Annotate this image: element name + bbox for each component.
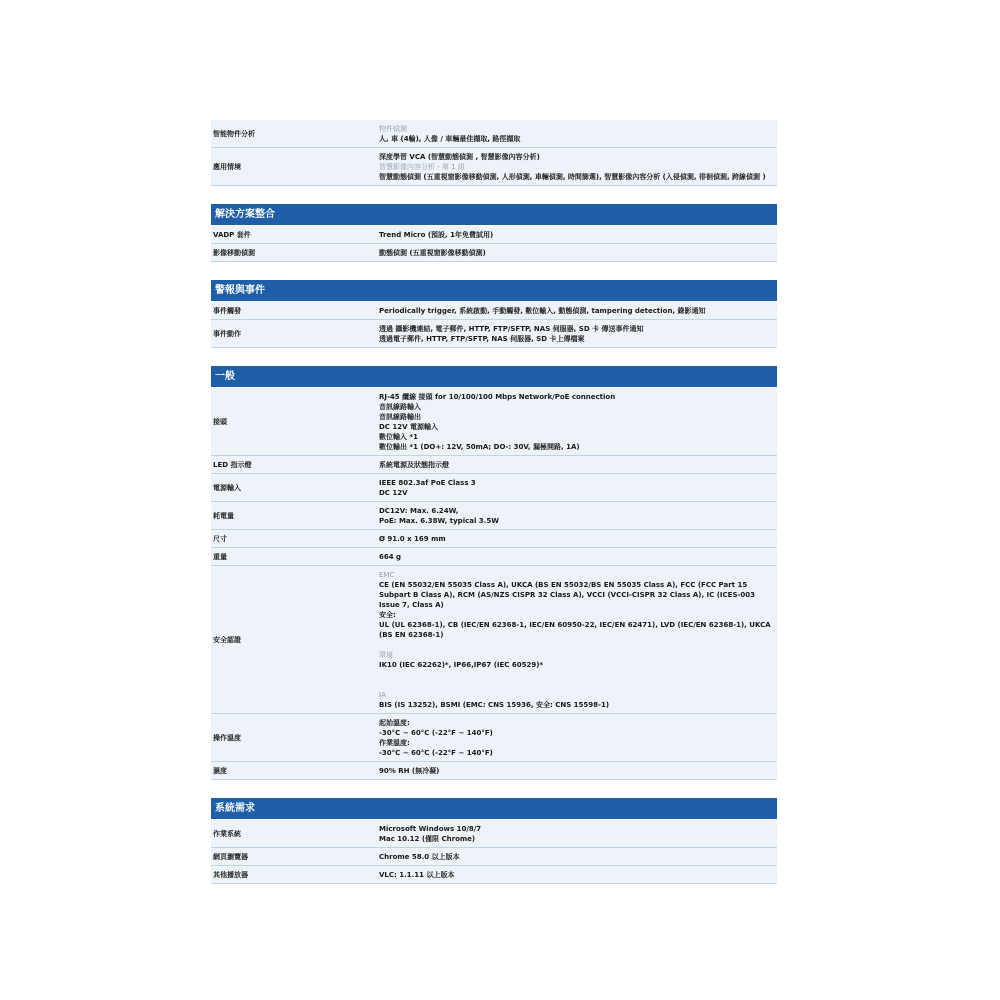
spec-value-line: 安全:: [379, 611, 396, 619]
spec-row: [211, 474, 777, 502]
spec-label: 網頁瀏覽器: [213, 852, 248, 861]
spec-value: [375, 320, 777, 347]
spec-row: [211, 456, 777, 474]
spec-value-line: Mac 10.12 (僅限 Chrome): [379, 835, 476, 843]
spec-value: [375, 530, 777, 547]
spec-label: LED 指示燈: [213, 460, 252, 469]
spec-label: 事件觸發: [213, 306, 241, 315]
spec-row: [211, 530, 777, 548]
spec-value-line: DC 12V 電源輸入: [379, 423, 438, 431]
spec-label: 濕度: [213, 766, 227, 775]
spec-value-line: VLC: 1.1.11 以上版本: [379, 871, 455, 879]
spec-value-line: 90% RH (無冷凝): [379, 767, 440, 775]
spec-row: [211, 866, 777, 884]
spec-value: [375, 548, 777, 565]
spec-value: [375, 866, 777, 883]
spec-section: [211, 120, 777, 186]
spec-value-line: Periodically trigger, 系統啟動, 手動觸發, 數位輸入, 動態偵測, tampering detection, 錄影通知: [379, 307, 706, 315]
spec-value-line: DC12V: Max. 6.24W,: [379, 507, 459, 515]
spec-row: [211, 820, 777, 848]
spec-value-line: UL (UL 62368-1), CB (IEC/EN 62368-1, IEC/EN 60950-22, IEC/EN 62471), LVD (IEC/EN 62368-1), UKCA (BS EN 62368-1): [379, 621, 774, 639]
spec-value: [375, 302, 777, 319]
spec-value: [375, 502, 777, 529]
spec-subheading: 智慧影像內容分析 - 第 1 組: [379, 163, 465, 171]
spec-value-line: 音訊線路輸入: [379, 403, 421, 411]
section-header: 一般: [211, 366, 777, 387]
spec-value: [375, 762, 777, 779]
spec-value-line: 深度學習 VCA (智慧動態偵測 , 智慧影像內容分析): [379, 153, 540, 161]
spec-value: [375, 714, 777, 761]
spec-value-line: 透過電子郵件, HTTP, FTP/SFTP, NAS 伺服器, SD 卡上傳檔案: [379, 335, 585, 343]
spec-value-line: Trend Micro (預設, 1年免費試用): [379, 231, 494, 239]
spec-value: [375, 566, 777, 713]
spec-value-line: 作業溫度:: [379, 739, 410, 747]
spec-value-line: 664 g: [379, 553, 402, 561]
spec-label: 尺寸: [213, 534, 227, 543]
spec-value: [375, 820, 777, 847]
spec-sheet: [211, 120, 777, 902]
spec-row: [211, 302, 777, 320]
spec-label: 操作溫度: [213, 733, 241, 742]
spec-value-line: [379, 640, 775, 650]
spec-value: [375, 120, 777, 147]
spec-label: 智能物件分析: [213, 129, 255, 138]
spec-row: [211, 502, 777, 530]
spec-label: 事件動作: [213, 329, 241, 338]
spec-row: [211, 244, 777, 262]
spec-value-line: BIS (IS 13252), BSMI (EMC: CNS 15936, 安全: CNS 15598-1): [379, 701, 610, 709]
spec-value-line: 數位輸入 *1: [379, 433, 418, 441]
spec-value: [375, 244, 777, 261]
spec-value-line: IK10 (IEC 62262)*, IP66,IP67 (IEC 60529)*: [379, 661, 544, 669]
spec-value-line: IEEE 802.3af PoE Class 3: [379, 479, 476, 487]
spec-value-line: 動態偵測 (五重視窗影像移動偵測): [379, 249, 486, 257]
spec-label: 其他播放器: [213, 870, 248, 879]
spec-row: [211, 320, 777, 348]
section-header: 系統需求: [211, 798, 777, 819]
spec-row: [211, 714, 777, 762]
spec-label: 耗電量: [213, 511, 234, 520]
spec-label: 電源輸入: [213, 483, 241, 492]
spec-row: [211, 762, 777, 780]
spec-value: [375, 474, 777, 501]
spec-value-line: 智慧動態偵測 (五重視窗影像移動偵測, 人形偵測, 車輛偵測, 時間篩選), 智慧影像內容分析 (入侵偵測, 徘徊偵測, 跨線偵測 ): [379, 173, 766, 181]
spec-section: [211, 798, 777, 884]
spec-value: [375, 456, 777, 473]
spec-label: 重量: [213, 552, 227, 561]
spec-value-line: DC 12V: [379, 489, 408, 497]
spec-label: 安全認證: [213, 635, 241, 644]
spec-value-line: CE (EN 55032/EN 55035 Class A), UKCA (BS EN 55032/BS EN 55035 Class A), FCC (FCC Part 15 Subpart B Class A), RCM (AS/NZS CISPR 32 Class A), VCCI (VCCI-CISPR 32 Class A), IC (ICES-003 Issue 7, Class A): [379, 581, 758, 609]
spec-subheading: EMC: [379, 571, 395, 579]
spec-value-line: 透過 攝影機連結, 電子郵件, HTTP, FTP/SFTP, NAS 伺服器, SD 卡 傳送事件通知: [379, 325, 644, 333]
spec-value-line: Microsoft Windows 10/8/7: [379, 825, 482, 833]
spec-value: [375, 148, 777, 185]
spec-value-line: RJ-45 纜線 接頭 for 10/100/100 Mbps Network/PoE connection: [379, 393, 616, 401]
spec-row: [211, 848, 777, 866]
spec-value: [375, 226, 777, 243]
spec-section: [211, 204, 777, 262]
spec-subheading: 環境: [379, 651, 393, 659]
spec-label: 影像移動偵測: [213, 248, 255, 257]
spec-row: [211, 548, 777, 566]
spec-value-line: Chrome 58.0 以上版本: [379, 853, 460, 861]
section-header: 解決方案整合: [211, 204, 777, 225]
spec-row: [211, 148, 777, 186]
spec-value-line: 數位輸出 *1 (DO+: 12V, 50mA; DO-: 30V, 漏極開路, 1A): [379, 443, 580, 451]
spec-value-line: -30°C ~ 60°C (-22°F ~ 140°F): [379, 729, 493, 737]
spec-value-line: Ø 91.0 x 169 mm: [379, 535, 446, 543]
spec-value-line: PoE: Max. 6.38W, typical 3.5W: [379, 517, 499, 525]
spec-value-line: -30°C ~ 60°C (-22°F ~ 140°F): [379, 749, 493, 757]
spec-value-line: 系統電源及狀態指示燈: [379, 461, 449, 469]
spec-row: [211, 566, 777, 714]
spec-row: [211, 120, 777, 148]
spec-value-line: [379, 670, 775, 680]
spec-label: 接頭: [213, 417, 227, 426]
spec-subheading: IA: [379, 691, 386, 699]
section-header: 警報與事件: [211, 280, 777, 301]
spec-label: VADP 套件: [213, 230, 251, 239]
spec-value-line: [379, 680, 775, 690]
spec-label: 作業系統: [213, 829, 241, 838]
spec-value: [375, 848, 777, 865]
spec-section: [211, 366, 777, 780]
spec-section: [211, 280, 777, 348]
spec-row: [211, 226, 777, 244]
spec-subheading: 物件偵測: [379, 125, 407, 133]
spec-value-line: 人, 車 (4輪), 人像 / 車輛最佳擷取, 路徑擷取: [379, 135, 521, 143]
spec-value-line: 起始溫度:: [379, 719, 410, 727]
spec-value-line: 音訊線路輸出: [379, 413, 421, 421]
spec-value: [375, 388, 777, 455]
spec-row: [211, 388, 777, 456]
spec-label: 應用情境: [213, 162, 241, 171]
